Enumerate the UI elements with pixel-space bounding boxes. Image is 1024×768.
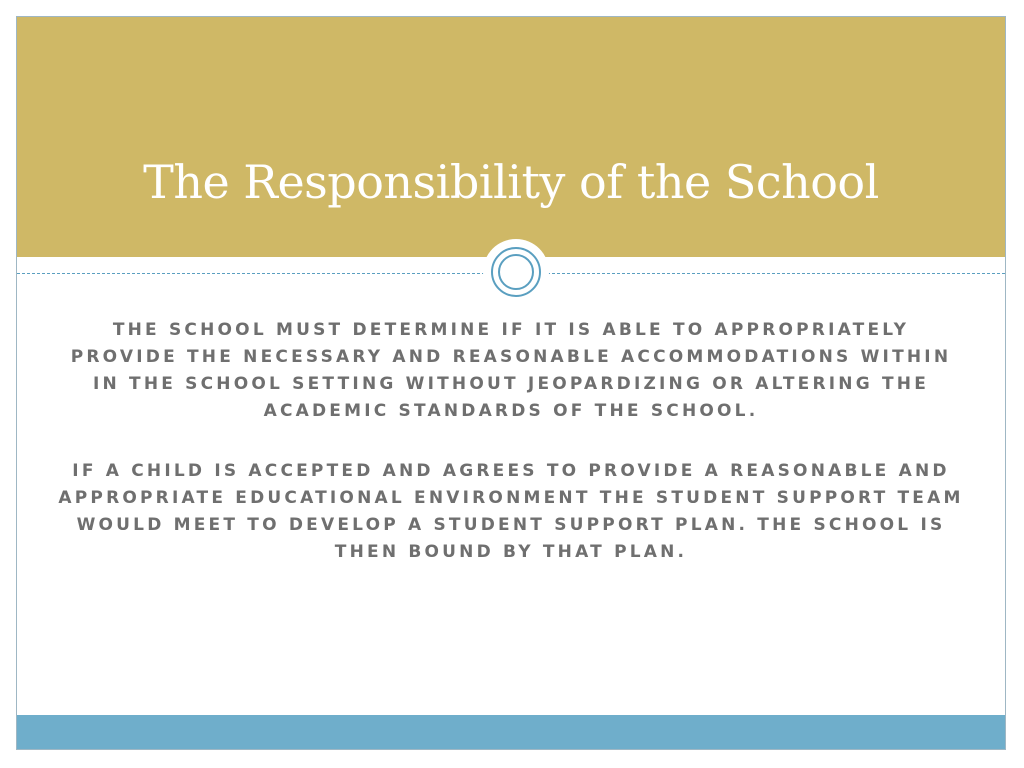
body-paragraph-2: IF A CHILD IS ACCEPTED AND AGREES TO PROVIDE A REASONABLE AND APPROPRIATE EDUCATIONAL ENVIRONMENT THE STUDENT SUPPORT TEAM WOULD MEET TO DEVELOP A STUDENT SUPPORT PLAN. THE SCHOOL IS THEN BOUND BY THAT PLAN.: [58, 461, 964, 562]
body-paragraph-1: THE SCHOOL MUST DETERMINE IF IT IS ABLE TO APPROPRIATELY PROVIDE THE NECESSARY AND REASONABLE ACCOMMODATIONS WITHIN IN THE SCHOOL SETTING WITHOUT JEOPARDIZING OR ALTERING THE ACADEMIC STANDARDS OF THE SCHOOL.: [70, 320, 952, 421]
circle-ornament-icon: [483, 239, 549, 305]
ornament-outer-ring: [491, 247, 541, 297]
slide-body: [57, 317, 965, 599]
bottom-band: [17, 715, 1005, 749]
slide: [16, 16, 1006, 750]
ornament-inner-ring: [498, 254, 534, 290]
slide-title: The Responsibility of the School: [143, 155, 879, 209]
title-band: [17, 17, 1005, 257]
